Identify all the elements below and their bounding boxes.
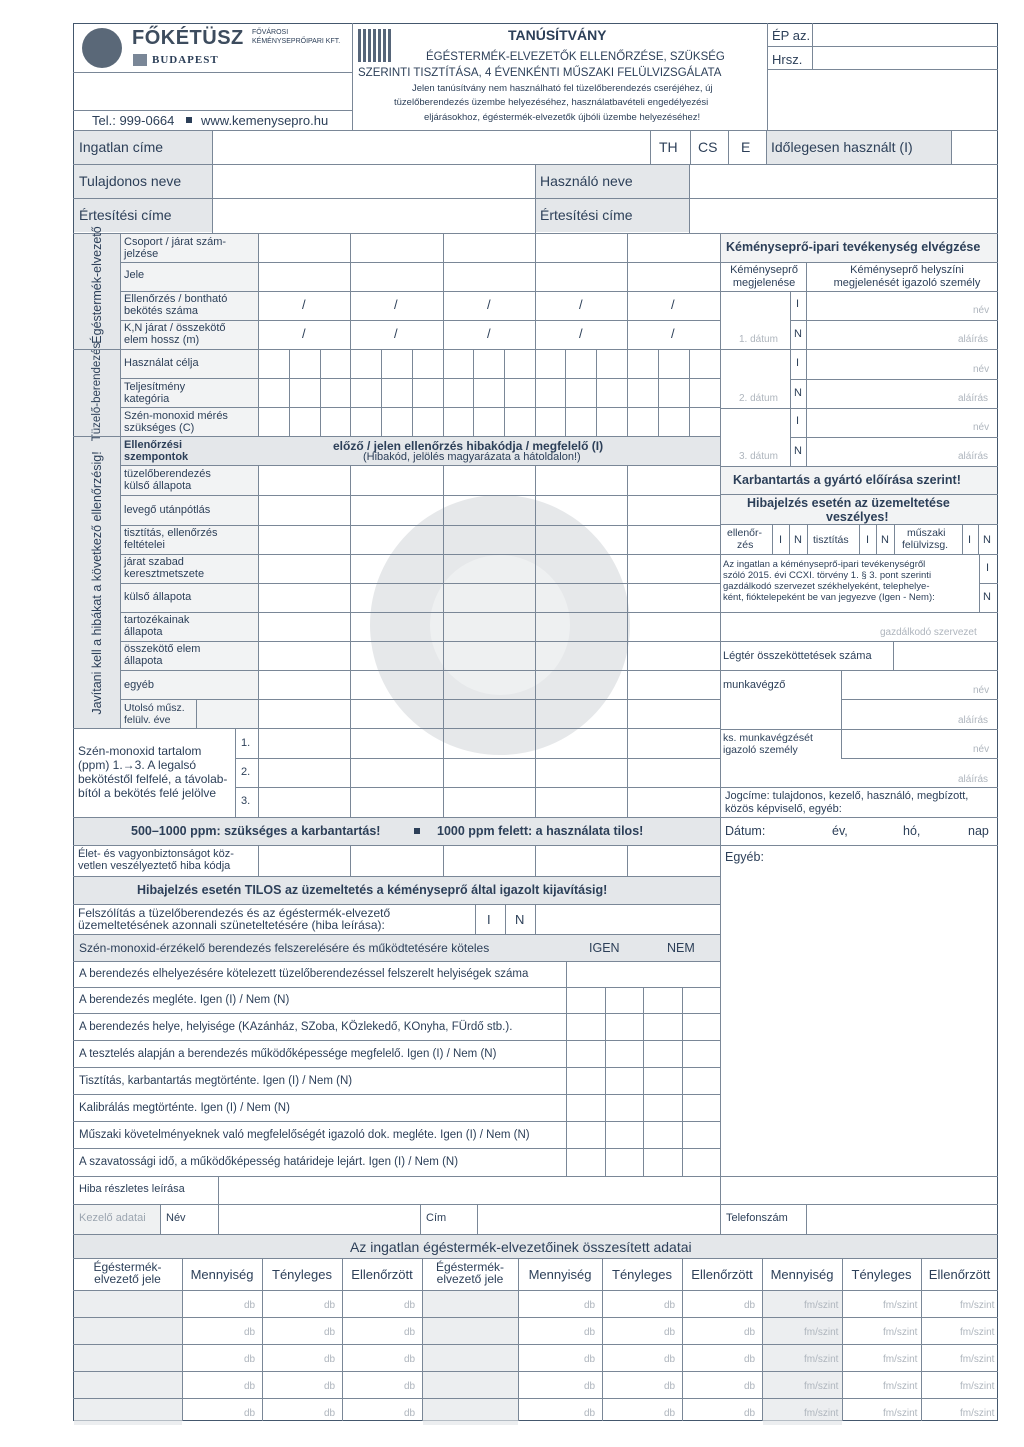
summary-unit: db	[584, 1408, 596, 1419]
summary-unit: fm/szint	[883, 1381, 918, 1392]
logo-name: FŐKÉTÜSZ	[132, 27, 244, 49]
musz-i[interactable]: I	[968, 534, 972, 546]
doc-title: TANÚSÍTVÁNY	[508, 27, 607, 43]
qr-code-icon	[358, 29, 391, 62]
notify-label-2: Értesítési címe	[540, 207, 633, 223]
temp-label: Időlegesen használt (I)	[771, 139, 913, 155]
summary-unit: db	[404, 1354, 416, 1365]
check-row-4a: járat szabad	[124, 556, 184, 568]
felsz-n[interactable]: N	[515, 912, 525, 927]
check-head-b: szempontok	[124, 451, 189, 463]
col2-b: megjelenését igazoló személy	[833, 277, 981, 289]
side-label-egest: Égéstermék-elvezető	[90, 226, 104, 344]
summary-unit: db	[744, 1408, 756, 1419]
jogcim-b: közös képviselő, egyéb:	[725, 803, 842, 815]
date-n-1: N	[794, 328, 802, 340]
summary-header-3: Tényleges	[272, 1267, 332, 1282]
hrsz-field[interactable]	[813, 47, 997, 69]
kezelo-cim-label: Cím	[426, 1212, 447, 1224]
th-option[interactable]: TH	[659, 139, 678, 155]
summary-header-4: Ellenőrzött	[351, 1267, 413, 1282]
summary-unit: fm/szint	[883, 1327, 918, 1338]
co-label-b: (ppm) 1.→3. A legalsó	[78, 758, 197, 772]
summary-unit: db	[324, 1354, 336, 1365]
date-nev-1: név	[973, 305, 990, 316]
summary-header-7: Tényleges	[612, 1267, 672, 1282]
date-n-3: N	[794, 445, 802, 457]
tuzelo-r2a: Teljesítmény	[124, 381, 186, 393]
munka-nev: név	[973, 685, 990, 696]
egest-r4b: elem hossz (m)	[124, 334, 200, 346]
address-field[interactable]	[213, 131, 650, 164]
kezelo-nev-label: Név	[166, 1212, 186, 1224]
kezelo-tel-label: Telefonszám	[726, 1212, 788, 1224]
felszolitas-b: üzemeltetésének azonnali szüneteltetésére (hiba leírása):	[78, 918, 385, 932]
law-c: gazdálkodó szervezet székhelyeként, telephelye-	[723, 581, 930, 592]
summary-unit: db	[244, 1354, 256, 1365]
doc-note3: eljárásokhoz, égéstermék-elvezetők újbóli üzembe helyezéséhez!	[424, 112, 701, 123]
egyeb-label: Egyéb:	[725, 850, 764, 864]
ellenorzes-b: zés	[737, 539, 754, 551]
co-label-a: Szén-monoxid tartalom	[78, 744, 202, 758]
gazd-szervezet: gazdálkodó szervezet	[880, 627, 977, 638]
side-label-tuzelo: Tüzelő-berendezés	[91, 342, 103, 442]
check-row-6a: tartozékainak	[124, 614, 190, 626]
notify-field-1[interactable]	[213, 199, 535, 232]
check-row-6b: állapota	[124, 626, 163, 638]
co-label-d: bítól a bekötés felé jelölve	[78, 786, 217, 800]
detector-row-6: Kalibrálás megtörténte. Igen (I) / Nem (N)	[79, 1102, 290, 1114]
summary-unit: fm/szint	[960, 1381, 995, 1392]
summary-unit: fm/szint	[883, 1408, 918, 1419]
legter-label: Légtér összeköttetések száma	[723, 650, 872, 662]
tuzelo-r3a: Szén-monoxid mérés	[124, 410, 228, 422]
egest-r1a: Csoport / járat szám-	[124, 236, 227, 248]
col1-a: Kéményseprő	[730, 264, 798, 276]
datum-ev: év,	[832, 824, 848, 838]
co-warning-forbidden: 1000 ppm felett: a használata tilos!	[437, 824, 644, 838]
life-danger-a: Élet- és vagyonbiztonságot köz-	[78, 848, 234, 860]
doc-subtitle1: ÉGÉSTERMÉK-ELVEZETŐK ELLENŐRZÉSE, SZÜKSÉG	[426, 51, 725, 63]
law-i[interactable]: I	[986, 562, 990, 574]
ks-b: igazoló személy	[723, 744, 798, 756]
co-row-2: 2.	[241, 766, 251, 778]
tuzelo-r2b: kategória	[124, 393, 170, 405]
logo-sub2: KÉMÉNYSEPRŐIPARI KFT.	[252, 38, 341, 45]
law-b: szóló 2015. évi CCXI. törvény 1. § 3. pont szerinti	[723, 570, 932, 581]
tuzelo-r1: Használat célja	[124, 357, 199, 369]
ks-alairas: aláírás	[958, 774, 989, 785]
ellen-i[interactable]: I	[779, 534, 783, 546]
right-title: Kéményseprő-ipari tevékenység elvégzése	[726, 240, 981, 254]
summary-unit: db	[244, 1327, 256, 1338]
summary-header-10: Tényleges	[851, 1267, 912, 1282]
summary-unit: db	[404, 1408, 416, 1419]
summary-unit: fm/szint	[804, 1327, 839, 1338]
summary-unit: fm/szint	[804, 1300, 839, 1311]
egest-r3b: bekötés száma	[124, 305, 198, 317]
check-row-1b: külső állapota	[124, 480, 192, 492]
summary-header-9: Mennyiség	[770, 1267, 834, 1282]
detector-row-3: A berendezés helye, helyisége (KAzánház, SZoba, KÖzlekedő, KOnyha, FÜrdő stb.).	[79, 1021, 513, 1033]
summary-header-6: Mennyiség	[528, 1267, 592, 1282]
date-i-3: I	[796, 415, 800, 427]
summary-unit: fm/szint	[804, 1381, 839, 1392]
summary-unit: db	[664, 1327, 676, 1338]
tilos-banner: Hibajelzés esetén TILOS az üzemeltetés a kéményseprő által igazolt kijavításig!	[137, 883, 608, 897]
summary-unit: fm/szint	[883, 1354, 918, 1365]
summary-unit: fm/szint	[804, 1354, 839, 1365]
date-label-2: 2. dátum	[739, 393, 778, 404]
co-row-3: 3.	[241, 795, 251, 807]
summary-unit: db	[664, 1408, 676, 1419]
detector-row-8: A szavatossági idő, a működőképesség határideje lejárt. Igen (I) / Nem (N)	[79, 1156, 459, 1168]
notify-label-1: Értesítési címe	[79, 207, 172, 223]
ks-nev: név	[973, 744, 990, 755]
check-row-4b: keresztmetszete	[124, 568, 205, 580]
check-row-8: egyéb	[124, 679, 154, 691]
summary-unit: db	[744, 1354, 756, 1365]
address-label: Ingatlan címe	[79, 139, 164, 155]
date-i-1: I	[796, 298, 800, 310]
summary-unit: db	[324, 1300, 336, 1311]
check-row-7a: összekötő elem	[124, 643, 201, 655]
date-label-1: 1. dátum	[739, 334, 778, 345]
summary-header-1: Égéstermék-elvezető jele	[93, 1260, 162, 1286]
summary-header-2: Mennyiség	[190, 1267, 254, 1282]
summary-title: Az ingatlan égéstermék-elvezetőinek összesített adatai	[350, 1239, 692, 1255]
phone: Tel.: 999-0664	[92, 113, 175, 128]
tisz-n[interactable]: N	[881, 534, 889, 546]
summary-unit: db	[244, 1381, 256, 1392]
check-row-5: külső állapota	[124, 591, 192, 603]
hiba-leiras-label: Hiba részletes leírása	[79, 1183, 185, 1195]
ep-field[interactable]	[813, 24, 997, 46]
ks-a: ks. munkavégzését	[723, 732, 813, 744]
date-n-2: N	[794, 387, 802, 399]
summary-unit: db	[744, 1327, 756, 1338]
datum-ho: hó,	[903, 824, 921, 838]
detector-nem[interactable]: NEM	[667, 941, 695, 955]
datum-nap: nap	[968, 824, 989, 838]
e-option[interactable]: E	[741, 139, 751, 155]
col1-b: megjelenése	[732, 277, 796, 289]
summary-unit: db	[744, 1300, 756, 1311]
detector-igen[interactable]: IGEN	[589, 941, 620, 955]
musz-n[interactable]: N	[983, 534, 991, 546]
summary-unit: db	[664, 1354, 676, 1365]
col2-a: Kéményseprő helyszíni	[850, 264, 964, 276]
check-row-2: levegő utánpótlás	[124, 504, 211, 516]
law-a: Az ingatlan a kéményseprő-ipari tevékenységről	[723, 559, 926, 570]
check-row-3b: feltételei	[124, 539, 165, 551]
ellen-n[interactable]: N	[794, 534, 802, 546]
detector-row-2: A berendezés megléte. Igen (I) / Nem (N)	[79, 994, 290, 1006]
summary-unit: db	[244, 1408, 256, 1419]
hiba-note-b: veszélyes!	[826, 510, 889, 524]
check-head3: (Hibakód, jelölés magyarázata a hátoldalon!)	[363, 451, 581, 463]
summary-unit: db	[404, 1327, 416, 1338]
doc-note2: tüzelőberendezés üzembe helyezéséhez, használatbavételi engedélyezési	[394, 97, 709, 108]
date-nev-3: név	[973, 422, 990, 433]
co-row-1: 1.	[241, 737, 251, 749]
user-field[interactable]	[690, 165, 997, 198]
ep-label: ÉP az.	[772, 28, 811, 43]
summary-header-8: Ellenőrzött	[691, 1267, 753, 1282]
last-review-b: felülv. éve	[124, 714, 171, 726]
co-label-c: bekötéstől felfelé, a távolab-	[78, 772, 228, 786]
company-logo-icon	[82, 28, 122, 68]
date-alairas-1: aláírás	[958, 334, 989, 345]
doc-subtitle2: SZERINTI TISZTÍTÁSA, 4 ÉVENKÉNTI MŰSZAKI FELÜLVIZSGÁLATA	[358, 67, 722, 79]
life-danger-b: vetlen veszélyeztető hiba kódja	[78, 860, 231, 872]
egest-r1b: jelzése	[124, 248, 159, 260]
detector-row-4: A tesztelés alapján a berendezés működőképessége megfelelő. Igen (I) / Nem (N)	[79, 1048, 497, 1060]
hiba-leiras-field[interactable]	[219, 1177, 997, 1204]
user-label: Használó neve	[540, 173, 633, 189]
hiba-note-a: Hibajelzés esetén az üzemeltetése	[747, 496, 950, 510]
munka-alairas: aláírás	[958, 715, 989, 726]
summary-unit: db	[404, 1381, 416, 1392]
date-alairas-3: aláírás	[958, 451, 989, 462]
doc-note1: Jelen tanúsítvány nem használható fel tüzelőberendezés cseréjéhez, új	[412, 83, 713, 94]
summary-unit: fm/szint	[960, 1408, 995, 1419]
detector-row-7: Műszaki követelményeknek való megfelelőségét igazoló dok. megléte. Igen (I) / Nem (N)	[79, 1129, 530, 1141]
website[interactable]: www.kemenysepro.hu	[201, 113, 329, 128]
summary-unit: db	[404, 1300, 416, 1311]
tisztitas-label: tisztítás	[813, 534, 849, 546]
munkavegzo-label: munkavégző	[723, 679, 786, 691]
summary-unit: db	[324, 1381, 336, 1392]
watermark-inner	[430, 555, 570, 695]
check-row-7b: állapota	[124, 655, 163, 667]
detector-row-5: Tisztítás, karbantartás megtörténte. Igen (I) / Nem (N)	[79, 1075, 353, 1087]
felsz-i[interactable]: I	[487, 912, 491, 927]
summary-unit: db	[584, 1327, 596, 1338]
date-label-3: 3. dátum	[739, 451, 778, 462]
karbantartas-note: Karbantartás a gyártó előírása szerint!	[733, 473, 961, 487]
owner-label: Tulajdonos neve	[79, 173, 182, 189]
egest-r3a: Ellenőrzés / bontható	[124, 293, 228, 305]
check-row-1a: tüzelőberendezés	[124, 468, 211, 480]
owner-field[interactable]	[213, 165, 535, 198]
muszaki-a: műszaki	[907, 527, 946, 539]
co-warning-maint: 500–1000 ppm: szükséges a karbantartás!	[131, 824, 381, 838]
summary-unit: fm/szint	[960, 1327, 995, 1338]
law-d: ként, fióktelepeként be van jegyezve (Igen - Nem):	[723, 592, 935, 603]
egyeb-field[interactable]	[721, 846, 997, 1176]
summary-unit: db	[324, 1327, 336, 1338]
summary-unit: fm/szint	[960, 1300, 995, 1311]
summary-unit: db	[584, 1381, 596, 1392]
summary-header-11: Ellenőrzött	[928, 1267, 991, 1282]
tuzelo-r3b: szükséges (C)	[124, 422, 195, 434]
logo-sub1: FŐVÁROSI	[252, 29, 289, 36]
hrsz-label: Hrsz.	[772, 52, 803, 67]
ellenorzes-a: ellenőr-	[727, 527, 763, 539]
tisz-i[interactable]: I	[866, 534, 870, 546]
summary-unit: db	[584, 1300, 596, 1311]
check-head-a: Ellenőrzési	[124, 439, 183, 451]
felszolitas-a: Felszólítás a tüzelőberendezés és az égéstermék-elvezető	[78, 906, 391, 920]
summary-unit: db	[244, 1300, 256, 1311]
side-label-check: Javítani kell a hibákat a következő ellenőrzésig!	[90, 451, 104, 715]
summary-unit: db	[744, 1381, 756, 1392]
summary-unit: fm/szint	[960, 1354, 995, 1365]
date-alairas-2: aláírás	[958, 393, 989, 404]
egest-r4a: K,N járat / összekötő	[124, 322, 226, 334]
detector-row-1: A berendezés elhelyezésére kötelezett tüzelőberendezéssel felszerelt helyiségek száma	[79, 968, 529, 980]
notify-field-2[interactable]	[690, 199, 997, 232]
detector-title: Szén-monoxid-érzékelő berendezés felszerelésére és működtetésére köteles	[79, 941, 490, 955]
date-nev-2: név	[973, 364, 990, 375]
summary-unit: db	[664, 1300, 676, 1311]
datum-label: Dátum:	[725, 824, 766, 838]
muszaki-b: felülvizsg.	[902, 539, 949, 551]
egest-r2: Jele	[124, 269, 145, 281]
summary-unit: fm/szint	[883, 1300, 918, 1311]
summary-unit: db	[584, 1354, 596, 1365]
summary-header-5: Égéstermék-elvezető jele	[435, 1260, 505, 1286]
law-n[interactable]: N	[983, 591, 991, 603]
last-review-a: Utolsó műsz.	[124, 702, 185, 714]
check-head2: előző / jelen ellenőrzés hibakódja / megfelelő (I)	[333, 439, 604, 453]
logo-city: BUDAPEST	[152, 54, 219, 66]
check-row-3a: tisztítás, ellenőrzés	[124, 527, 218, 539]
summary-unit: db	[324, 1408, 336, 1419]
date-i-2: I	[796, 357, 800, 369]
jogcim-a: Jogcíme: tulajdonos, kezelő, használó, megbízott,	[725, 790, 969, 802]
budapest-crest-icon	[133, 54, 147, 66]
cs-option[interactable]: CS	[698, 139, 718, 155]
summary-unit: fm/szint	[804, 1408, 839, 1419]
summary-unit: db	[664, 1381, 676, 1392]
